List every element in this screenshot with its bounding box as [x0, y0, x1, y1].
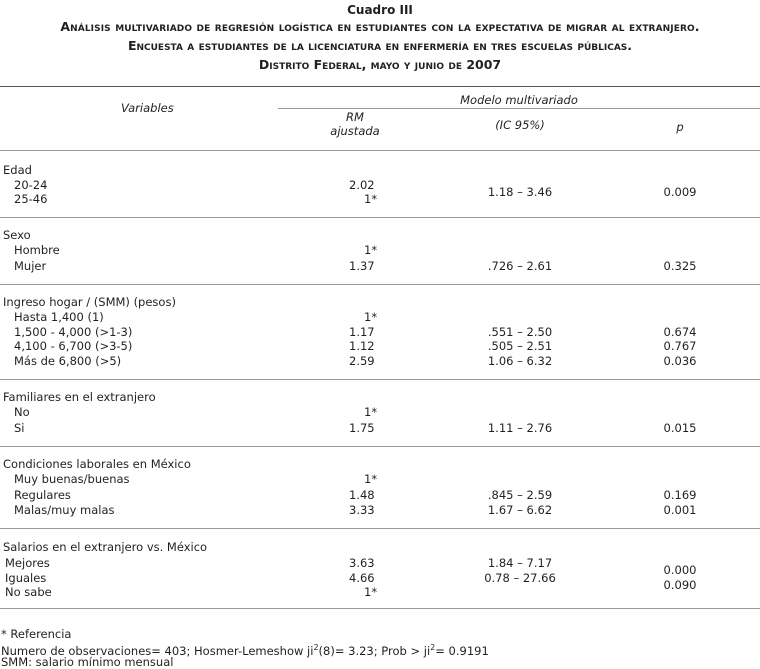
p-value: 0.090	[663, 578, 697, 592]
group-label: Edad	[3, 163, 32, 177]
group-label: Familiares en el extranjero	[3, 390, 156, 404]
group-rule	[0, 217, 760, 218]
group-label: Ingreso hogar / (SMM) (pesos)	[3, 295, 176, 309]
ic-value: 1.06 – 6.32	[487, 354, 553, 368]
group-rule	[0, 528, 760, 529]
p-value: 0.001	[663, 503, 697, 517]
table-title-line: Análisis multivariado de regresión logística en estudiantes con la expectativa de migrar al extranjero.	[60, 19, 700, 34]
row-label: Muy buenas/buenas	[14, 472, 130, 486]
rm-value: 3.63	[349, 556, 375, 570]
row-label: No	[14, 405, 30, 419]
p-value: 0.015	[663, 421, 697, 435]
rm-value: 1*	[364, 472, 378, 486]
header-p: p	[676, 120, 684, 134]
ic-value: .551 – 2.50	[487, 325, 553, 339]
group-rule	[0, 446, 760, 447]
rm-value: 1.75	[349, 421, 375, 435]
group-rule	[0, 379, 760, 380]
table-title-line: Encuesta a estudiantes de la licenciatura en enfermería en tres escuelas públicas.	[127, 38, 633, 53]
rm-value: 2.59	[349, 354, 375, 368]
header-rm: RM	[346, 110, 364, 124]
ic-value: .726 – 2.61	[487, 259, 553, 273]
header-model-rule	[278, 108, 760, 109]
p-value: 0.767	[663, 339, 697, 353]
row-label: Iguales	[5, 571, 47, 585]
row-label: Malas/muy malas	[14, 503, 115, 517]
rm-value: 1.48	[349, 488, 375, 502]
rm-value: 4.66	[349, 571, 375, 585]
table-number: Cuadro III	[347, 3, 413, 17]
rm-value: 2.02	[349, 178, 375, 192]
row-label: Más de 6,800 (>5)	[14, 354, 122, 368]
ic-value: .845 – 2.59	[487, 488, 553, 502]
rm-value: 1*	[364, 310, 378, 324]
footnote-obs-suffix: = 0.9191	[435, 643, 489, 658]
ic-value: .505 – 2.51	[487, 339, 553, 353]
ic-value: 1.11 – 2.76	[487, 421, 553, 435]
header-top-rule	[0, 86, 760, 87]
row-label: Hombre	[14, 243, 60, 257]
header-bottom-rule	[0, 150, 760, 151]
p-value: 0.009	[663, 185, 697, 199]
table-title-line: Distrito Federal, mayo y junio de 2007	[258, 57, 502, 72]
rm-value: 3.33	[349, 503, 375, 517]
row-label: No sabe	[5, 585, 52, 599]
rm-value: 1.37	[349, 259, 375, 273]
ic-value: 0.78 – 27.66	[484, 571, 556, 585]
row-label: 4,100 - 6,700 (>3-5)	[14, 339, 133, 353]
header-rm-adjusted: ajustada	[330, 124, 380, 138]
ic-value: 1.18 – 3.46	[487, 185, 553, 199]
header-variables: Variables	[121, 101, 174, 115]
footnote-reference: * Referencia	[1, 627, 72, 641]
header-ic: (IC 95%)	[495, 118, 545, 132]
row-label: 20-24	[14, 178, 48, 192]
row-label: Regulares	[14, 488, 71, 502]
footnote-obs-mid: (8)= 3.23; Prob > ji	[318, 643, 431, 658]
group-rule	[0, 284, 760, 285]
rm-value: 1.17	[349, 325, 375, 339]
footnote-smm: SMM: salario mínimo mensual	[1, 655, 174, 669]
header-model: Modelo multivariado	[460, 93, 578, 107]
group-label: Salarios en el extranjero vs. México	[3, 540, 208, 554]
rm-value: 1*	[364, 405, 378, 419]
row-label: Mejores	[5, 556, 50, 570]
superscript: 2	[430, 643, 436, 652]
ic-value: 1.84 – 7.17	[487, 556, 553, 570]
ic-value: 1.67 – 6.62	[487, 503, 553, 517]
group-label: Condiciones laborales en México	[3, 457, 191, 471]
footnote-obs-prefix: Numero de observaciones= 403; Hosmer-Lemeshow ji	[1, 643, 314, 658]
p-value: 0.674	[663, 325, 697, 339]
rm-value: 1*	[364, 585, 378, 599]
p-value: 0.000	[663, 563, 697, 577]
rm-value: 1*	[364, 243, 378, 257]
row-label: Si	[14, 421, 25, 435]
row-label: 25-46	[14, 192, 48, 206]
p-value: 0.169	[663, 488, 697, 502]
row-label: Hasta 1,400 (1)	[14, 310, 104, 324]
rm-value: 1.12	[349, 339, 375, 353]
p-value: 0.036	[663, 354, 697, 368]
row-label: Mujer	[14, 259, 47, 273]
row-label: 1,500 - 4,000 (>1-3)	[14, 325, 133, 339]
group-label: Sexo	[3, 228, 31, 242]
rm-value: 1*	[364, 192, 378, 206]
superscript: 2	[313, 643, 319, 652]
table-bottom-rule	[0, 608, 760, 609]
p-value: 0.325	[663, 259, 697, 273]
